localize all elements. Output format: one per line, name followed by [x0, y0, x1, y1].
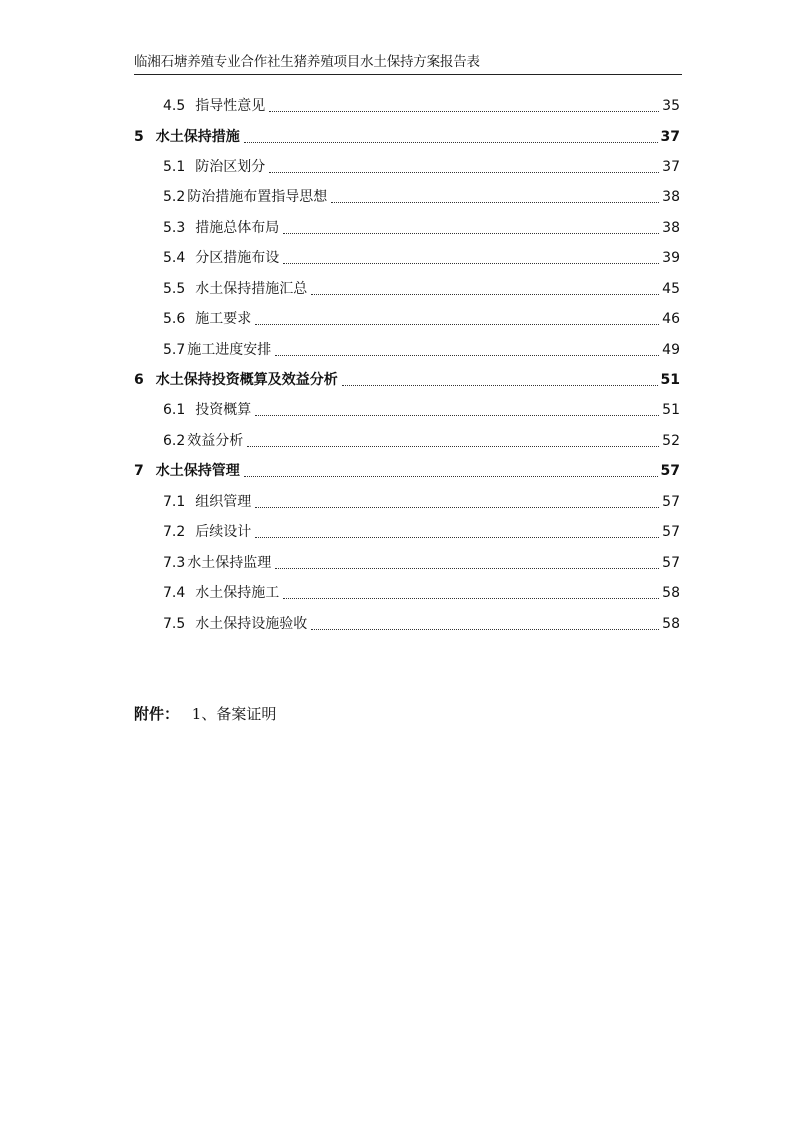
toc-entry-number: 6.1 — [163, 402, 186, 418]
toc-entry[interactable] — [163, 156, 680, 178]
toc-entry-title — [134, 369, 340, 391]
toc-entry-label: 投资概算 — [195, 402, 252, 418]
toc-entry-label: 水土保持投资概算及效益分析 — [155, 372, 338, 388]
page-header — [134, 54, 682, 75]
dot-leader — [244, 475, 658, 477]
toc-entry-title — [163, 278, 309, 300]
toc-entry-title — [163, 491, 253, 513]
toc-entry[interactable] — [163, 491, 680, 513]
toc-entry-page: 49 — [662, 342, 680, 358]
toc-entry[interactable] — [163, 278, 680, 300]
toc-entry-title — [134, 460, 242, 482]
toc-entry-page: 52 — [662, 433, 680, 449]
toc-entry-title — [134, 126, 242, 148]
attachment-item[interactable]: 1、备案证明 — [191, 705, 277, 723]
dot-leader — [331, 201, 659, 203]
toc-entry[interactable] — [163, 552, 680, 574]
toc-entry-label: 防治区划分 — [195, 159, 266, 175]
toc-entry-title — [163, 521, 253, 543]
toc-entry-label: 指导性意见 — [195, 98, 266, 114]
toc-entry-number: 5.7 — [163, 342, 186, 358]
toc-entry-number: 5.1 — [163, 159, 186, 175]
toc-entry-page: 37 — [662, 159, 680, 175]
toc-entry-label: 措施总体布局 — [195, 220, 280, 236]
dot-leader — [283, 262, 659, 264]
toc-entry-label: 施工进度安排 — [187, 342, 272, 358]
toc-entry[interactable] — [134, 460, 680, 482]
toc-entry-page: 38 — [662, 220, 680, 236]
toc-entry-page: 45 — [662, 281, 680, 297]
toc-entry-title — [163, 247, 281, 269]
toc-entry-page: 57 — [662, 494, 680, 510]
toc-entry-label: 水土保持监理 — [187, 555, 272, 571]
toc-entry-page: 58 — [662, 585, 680, 601]
toc-entry-title — [163, 308, 253, 330]
toc-entry[interactable] — [134, 369, 680, 391]
document-title: 临湘石塘养殖专业合作社生猪养殖项目水土保持方案报告表 — [134, 54, 480, 70]
toc-entry-number: 6.2 — [163, 433, 186, 449]
toc-entry-page: 58 — [662, 616, 680, 632]
toc-entry-page: 37 — [660, 129, 680, 145]
toc-entry-title — [163, 613, 309, 635]
toc-entry-title — [163, 95, 267, 117]
dot-leader — [311, 293, 659, 295]
dot-leader — [255, 323, 659, 325]
toc-entry-title — [163, 217, 281, 239]
toc-entry-title — [163, 430, 245, 452]
toc-entry[interactable] — [163, 308, 680, 330]
toc-entry-number: 7.3 — [163, 555, 186, 571]
dot-leader — [275, 567, 659, 569]
toc-entry-number: 5 — [134, 129, 144, 145]
toc-entry-number: 5.2 — [163, 189, 186, 205]
toc-entry-label: 防治措施布置指导思想 — [187, 189, 328, 205]
dot-leader — [283, 597, 659, 599]
toc-entry-label: 效益分析 — [187, 433, 244, 449]
toc-entry[interactable] — [163, 339, 680, 361]
toc-entry-number: 7.5 — [163, 616, 186, 632]
toc-entry[interactable] — [163, 430, 680, 452]
toc-entry-page: 51 — [660, 372, 680, 388]
dot-leader — [269, 110, 659, 112]
dot-leader — [255, 506, 659, 508]
toc-entry-label: 水土保持设施验收 — [195, 616, 308, 632]
toc-entry-label: 水土保持措施汇总 — [195, 281, 308, 297]
toc-entry[interactable] — [163, 217, 680, 239]
toc-entry-title — [163, 399, 253, 421]
toc-entry-number: 5.3 — [163, 220, 186, 236]
toc-entry[interactable] — [163, 582, 680, 604]
toc-entry-page: 57 — [660, 463, 680, 479]
toc-entry-label: 水土保持措施 — [155, 129, 240, 145]
toc-entry-label: 后续设计 — [195, 524, 252, 540]
toc-entry-number: 5.4 — [163, 250, 186, 266]
dot-leader — [311, 628, 659, 630]
toc-entry-number: 7.2 — [163, 524, 186, 540]
toc-entry-number: 6 — [134, 372, 144, 388]
toc-entry-title — [163, 552, 273, 574]
toc-entry[interactable] — [163, 521, 680, 543]
toc-entry-page: 57 — [662, 555, 680, 571]
toc-entry-number: 7.1 — [163, 494, 186, 510]
toc-entry[interactable] — [163, 95, 680, 117]
toc-entry-number: 5.5 — [163, 281, 186, 297]
toc-entry[interactable] — [163, 186, 680, 208]
dot-leader — [255, 536, 659, 538]
toc-entry-title — [163, 186, 329, 208]
toc-entry-number: 5.6 — [163, 311, 186, 327]
toc-entry-label: 施工要求 — [195, 311, 252, 327]
dot-leader — [247, 445, 659, 447]
dot-leader — [269, 171, 659, 173]
dot-leader — [275, 354, 659, 356]
dot-leader — [342, 384, 658, 386]
toc-entry-number: 4.5 — [163, 98, 186, 114]
dot-leader — [244, 141, 658, 143]
toc-entry-label: 分区措施布设 — [195, 250, 280, 266]
attachments-label: 附件： — [134, 705, 180, 723]
dot-leader — [255, 414, 659, 416]
dot-leader — [283, 232, 659, 234]
toc-entry[interactable] — [163, 247, 680, 269]
toc-entry-page: 39 — [662, 250, 680, 266]
toc-entry-page: 57 — [662, 524, 680, 540]
toc-entry-number: 7.4 — [163, 585, 186, 601]
toc-entry-page: 46 — [662, 311, 680, 327]
toc-entry-label: 组织管理 — [195, 494, 252, 510]
toc-entry-title — [163, 156, 267, 178]
toc-entry[interactable] — [134, 126, 680, 148]
toc-entry[interactable] — [163, 399, 680, 421]
toc-entry-number: 7 — [134, 463, 144, 479]
toc-entry-page: 51 — [662, 402, 680, 418]
toc-entry-label: 水土保持施工 — [195, 585, 280, 601]
toc-entry-label: 水土保持管理 — [155, 463, 240, 479]
toc-entry-title — [163, 582, 281, 604]
toc-entry-page: 35 — [662, 98, 680, 114]
toc-entry-page: 38 — [662, 189, 680, 205]
toc-entry-title — [163, 339, 273, 361]
attachments — [134, 703, 276, 725]
toc-entry[interactable] — [163, 613, 680, 635]
